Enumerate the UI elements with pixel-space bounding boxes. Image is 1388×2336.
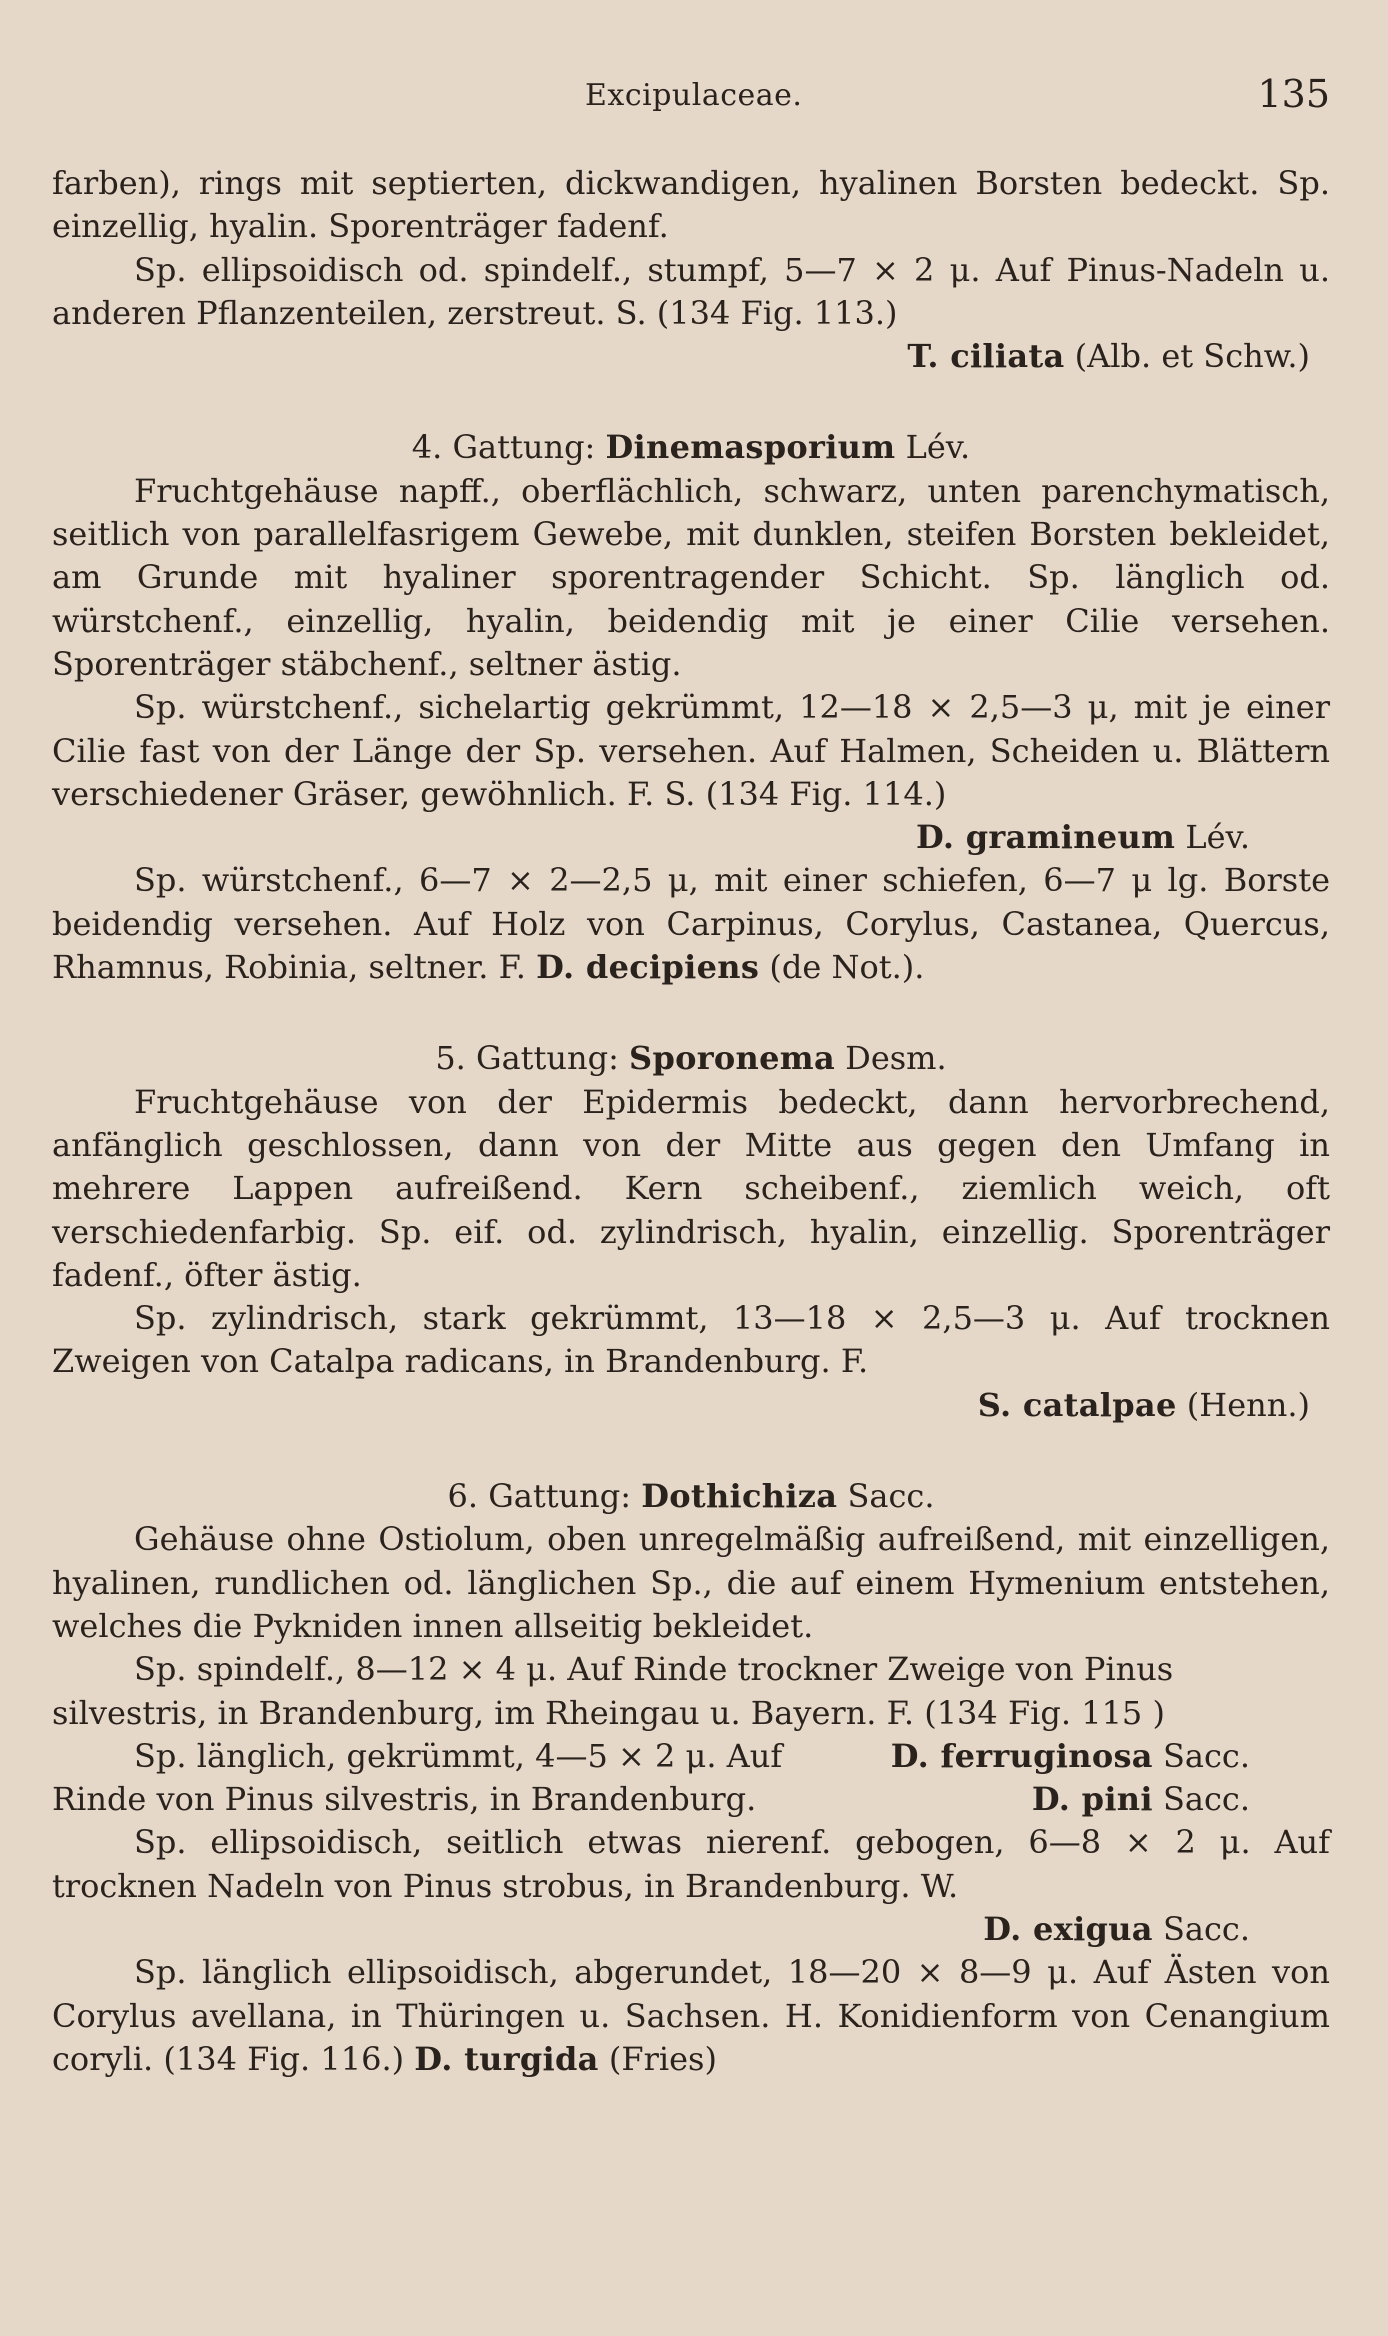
- species-description: Sp. ellipsoidisch od. spindelf., stumpf, 5—7 × 2 μ. Auf Pinus-Nadeln u. anderen Pflanzenteilen, zerstreut. S. (134 Fig. 113.): [52, 250, 1330, 332]
- page-body: [52, 162, 1330, 2081]
- species-name-line: [52, 816, 1330, 859]
- genus-heading: [52, 1475, 1330, 1518]
- species-description-text: Sp. würstchenf., 6—7 × 2—2,5 μ, mit einer schiefen, 6—7 μ lg. Borste beidendig versehen. Auf Holz von Carpinus, Corylus, Castanea, Quercus, Rhamnus, Robinia, seltner. F.: [52, 861, 1330, 987]
- species-name-line: [950, 1778, 1330, 1821]
- running-title: Excipulaceae.: [585, 78, 803, 113]
- species-description: [52, 859, 1330, 989]
- genus-number: 4. Gattung:: [411, 428, 596, 467]
- page-number: 135: [1257, 72, 1330, 116]
- species-author: Sacc.: [1162, 1909, 1250, 1948]
- genus-name: Sporonema: [629, 1039, 835, 1078]
- species-name-line: [52, 1384, 1330, 1427]
- species-description-text: Sp. länglich, gekrümmt, 4—5 × 2 μ. Auf Rinde von Pinus silvestris, in Brandenburg.: [52, 1736, 783, 1819]
- genus-author: Lév.: [905, 428, 971, 467]
- species-author: (Alb. et Schw.): [1074, 337, 1310, 376]
- species-name: S. catalpae: [977, 1385, 1177, 1424]
- genus-heading: [52, 426, 1330, 469]
- species-author: Lév.: [1185, 818, 1250, 857]
- genus-description: farben), rings mit septierten, dickwandigen, hyalinen Borsten bedeckt. Sp. einzellig, hyalin. Sporenträger fadenf.: [52, 164, 1330, 246]
- species-description: Sp. würstchenf., sichelartig gekrümmt, 12—18 × 2,5—3 μ, mit je einer Cilie fast von der Länge der Sp. versehen. Auf Halmen, Scheiden u. Blättern verschiedener Gräser, gewöhnlich. F. S. (134 Fig. 114.): [52, 688, 1330, 813]
- genus-description: Fruchtgehäuse von der Epidermis bedeckt, dann hervorbrechend, anfänglich geschlossen, dann von der Mitte aus gegen den Umfang in mehrere Lappen aufreißend. Kern scheibenf., ziemlich weich, oft verschiedenfarbig. Sp. eif. od. zylindrisch, hyalin, einzellig. Sporenträger fadenf., öfter ästig.: [52, 1082, 1330, 1294]
- species-author: (Henn.): [1186, 1385, 1310, 1424]
- species-description: Sp. zylindrisch, stark gekrümmt, 13—18 × 2,5—3 μ. Auf trocknen Zweigen von Catalpa radicans, in Brandenburg. F.: [52, 1299, 1330, 1381]
- genus-heading: [52, 1037, 1330, 1080]
- genus-number: 6. Gattung:: [447, 1477, 632, 1516]
- species-description: [52, 1951, 1330, 2081]
- species-name: D. pini: [1031, 1780, 1153, 1819]
- species-author: (Fries): [608, 2039, 717, 2078]
- species-name-line: [809, 1735, 1330, 1778]
- species-name: D. exigua: [983, 1909, 1153, 1948]
- species-author: Sacc.: [1162, 1780, 1250, 1819]
- species-name: T. ciliata: [907, 337, 1065, 376]
- species-name: D. decipiens: [536, 948, 760, 987]
- species-name-line: [52, 335, 1330, 378]
- genus-author: Sacc.: [847, 1477, 935, 1516]
- genus-description: Gehäuse ohne Ostiolum, oben unregelmäßig aufreißend, mit einzelligen, hyalinen, rundlichen od. länglichen Sp., die auf einem Hymenium entstehen, welches die Pykniden innen allseitig bekleidet.: [52, 1520, 1330, 1645]
- species-description: [52, 1648, 1330, 1775]
- species-description: Sp. ellipsoidisch, seitlich etwas nierenf. gebogen, 6—8 × 2 μ. Auf trocknen Nadeln von Pinus strobus, in Brandenburg. W.: [52, 1823, 1330, 1905]
- species-name: D. turgida: [414, 2039, 599, 2078]
- genus-number: 5. Gattung:: [435, 1039, 619, 1078]
- species-author: (de Not.).: [769, 948, 925, 987]
- genus-description: Fruchtgehäuse napff., oberflächlich, schwarz, unten parenchymatisch, seitlich von parallelfasrigem Gewebe, mit dunklen, steifen Borsten bekleidet, am Grunde mit hyaliner sporentragender Schicht. Sp. länglich od. würstchenf., einzellig, hyalin, beidendig mit je einer Cilie versehen. Sporenträger stäbchenf., seltner ästig.: [52, 471, 1330, 683]
- species-author: Sacc.: [1162, 1736, 1250, 1775]
- species-description-text: Sp. spindelf., 8—12 × 4 μ. Auf Rinde trockner Zweige von Pinus silvestris, in Brandenburg, im Rheingau u. Bayern. F. (134 Fig. 115 ): [52, 1650, 1174, 1732]
- genus-author: Desm.: [845, 1039, 947, 1078]
- species-name: D. gramineum: [915, 818, 1176, 857]
- genus-name: Dinemasporium: [605, 428, 896, 467]
- genus-name: Dothichiza: [641, 1477, 838, 1516]
- species-name-line: [52, 1908, 1330, 1951]
- species-description-text: Sp. länglich ellipsoidisch, abgerundet, 18—20 × 8—9 μ. Auf Ästen von Corylus avellana, in Thüringen u. Sachsen. H. Konidienform von Cenangium coryli. (134 Fig. 116.): [52, 1953, 1330, 2078]
- page-header: [0, 70, 1388, 130]
- species-name: D. ferruginosa: [890, 1736, 1153, 1775]
